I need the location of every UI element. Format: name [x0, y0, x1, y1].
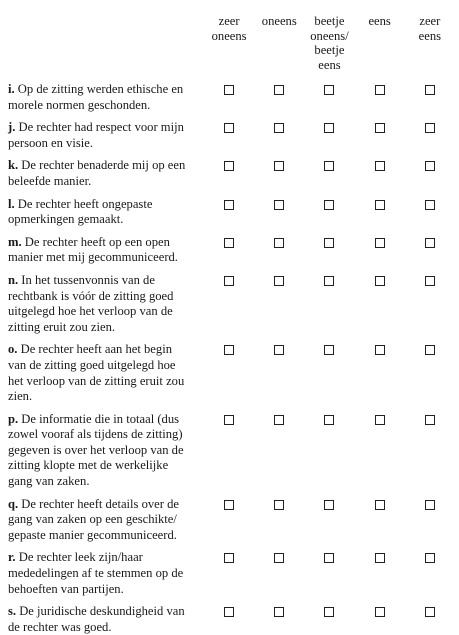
answer-checkbox[interactable] [425, 85, 435, 95]
statement-text [8, 604, 200, 635]
answer-checkbox[interactable] [324, 123, 334, 133]
column-header-row [8, 14, 455, 82]
answer-cell [254, 120, 304, 133]
answer-cell [405, 604, 455, 617]
statement-text [8, 550, 200, 597]
answer-cell [204, 550, 254, 563]
column-header-eens: eens [368, 14, 391, 28]
answer-cell [355, 273, 405, 286]
answer-checkbox[interactable] [224, 85, 234, 95]
statement-row [8, 235, 455, 266]
statement-letter: i. [8, 82, 15, 96]
survey-table [8, 14, 455, 635]
answer-checkbox[interactable] [324, 161, 334, 171]
answer-checkbox[interactable] [224, 607, 234, 617]
statement-row [8, 550, 455, 597]
statement-text [8, 497, 200, 544]
statement-letter: o. [8, 342, 18, 357]
answer-cell [355, 235, 405, 248]
statement-letter: r. [8, 550, 16, 565]
statement-row [8, 412, 455, 490]
statement-body: De rechter leek zijn/haar mededelingen af te stemmen op de behoeften van partijen. [8, 550, 184, 596]
answer-cell [204, 497, 254, 510]
statement-text [8, 235, 200, 266]
answer-cell [405, 273, 455, 286]
answer-checkbox[interactable] [324, 345, 334, 355]
answer-cell [254, 235, 304, 248]
statement-row [8, 273, 455, 335]
statement-body: De rechter heeft op een open manier met mij gecommuniceerd. [8, 234, 178, 265]
answer-checkbox[interactable] [375, 161, 385, 171]
statement-body: De rechter heeft details over de gang van zaken op een geschikte/ gepaste manier gecommuniceerd. [8, 496, 179, 542]
answer-cell [304, 550, 354, 563]
answer-cell [355, 158, 405, 171]
answer-cell [355, 550, 405, 563]
answer-cell [304, 412, 354, 425]
answer-cell [355, 604, 405, 617]
answer-cell [204, 197, 254, 210]
answer-checkbox[interactable] [274, 415, 284, 425]
answer-checkbox[interactable] [324, 276, 334, 286]
statement-row [8, 197, 455, 228]
answer-cell [405, 550, 455, 563]
answer-cell [204, 82, 254, 95]
answer-checkbox[interactable] [425, 607, 435, 617]
answer-checkbox[interactable] [425, 238, 435, 248]
answer-checkbox[interactable] [224, 276, 234, 286]
answer-cell [405, 82, 455, 95]
answer-cell [304, 273, 354, 286]
answer-cell [304, 197, 354, 210]
statement-body: De juridische deskundigheid van de rechter was goed. [8, 604, 185, 634]
column-header-beetje-oneens-beetje-eens: beetje oneens/ beetje eens [310, 14, 349, 72]
statement-row [8, 342, 455, 404]
answer-cell [304, 342, 354, 355]
answer-cell [304, 604, 354, 617]
answer-checkbox[interactable] [274, 276, 284, 286]
answer-cell [254, 158, 304, 171]
statement-row [8, 82, 455, 113]
statement-letter: q. [8, 496, 19, 511]
answer-checkbox[interactable] [224, 500, 234, 510]
answer-checkbox[interactable] [375, 553, 385, 563]
statement-letter: m. [8, 234, 22, 249]
statement-letter: k. [8, 158, 19, 173]
statement-row [8, 604, 455, 635]
answer-cell [204, 120, 254, 133]
statement-letter: s. [8, 604, 17, 619]
answer-checkbox[interactable] [224, 345, 234, 355]
answer-checkbox[interactable] [224, 415, 234, 425]
answer-cell [204, 158, 254, 171]
column-header-zeer-oneens: zeer oneens [211, 14, 247, 43]
answer-checkbox[interactable] [274, 123, 284, 133]
answer-checkbox[interactable] [375, 238, 385, 248]
statement-text [8, 412, 200, 490]
answer-checkbox[interactable] [324, 200, 334, 210]
answer-cell [405, 342, 455, 355]
answer-checkbox[interactable] [274, 500, 284, 510]
answer-checkbox[interactable] [224, 238, 234, 248]
answer-checkbox[interactable] [274, 607, 284, 617]
answer-cell [405, 158, 455, 171]
answer-checkbox[interactable] [375, 276, 385, 286]
answer-checkbox[interactable] [224, 553, 234, 563]
answer-cell [204, 273, 254, 286]
answer-checkbox[interactable] [224, 123, 234, 133]
answer-cell [355, 412, 405, 425]
answer-checkbox[interactable] [324, 607, 334, 617]
answer-cell [304, 235, 354, 248]
answer-cell [254, 197, 304, 210]
answer-checkbox[interactable] [274, 345, 284, 355]
answer-cell [254, 82, 304, 95]
statement-rows [8, 82, 455, 635]
statement-letter: l. [8, 196, 15, 211]
answer-cell [304, 82, 354, 95]
answer-checkbox[interactable] [425, 200, 435, 210]
answer-checkbox[interactable] [425, 161, 435, 171]
answer-cell [254, 342, 304, 355]
answer-checkbox[interactable] [274, 238, 284, 248]
statement-row [8, 120, 455, 151]
answer-checkbox[interactable] [324, 415, 334, 425]
statement-body: De rechter heeft aan het begin van de zitting goed uitgelegd hoe het verloop van de zitting eruit zou zien. [8, 342, 185, 404]
answer-cell [405, 235, 455, 248]
answer-checkbox[interactable] [375, 607, 385, 617]
answer-checkbox[interactable] [324, 553, 334, 563]
answer-checkbox[interactable] [425, 345, 435, 355]
answer-cell [304, 158, 354, 171]
answer-checkbox[interactable] [274, 200, 284, 210]
statement-body: De informatie die in totaal (dus zowel vooraf als tijdens de zitting) gegeven is over het verloop van de zitting klopte met de werkelijke gang van zaken. [8, 411, 184, 489]
answer-cell [204, 342, 254, 355]
statement-row [8, 158, 455, 189]
column-header-zeer-eens: zeer eens [418, 14, 442, 43]
column-header-oneens: oneens [261, 14, 297, 28]
answer-cell [405, 497, 455, 510]
statement-text [8, 120, 200, 151]
answer-cell [355, 82, 405, 95]
statement-letter: n. [8, 272, 19, 287]
statement-body: Op de zitting werden ethische en morele normen geschonden. [8, 82, 184, 112]
answer-cell [204, 604, 254, 617]
statement-text [8, 197, 200, 228]
answer-checkbox[interactable] [274, 553, 284, 563]
answer-cell [355, 197, 405, 210]
statement-body: De rechter benaderde mij op een beleefde manier. [8, 158, 186, 188]
statement-body: In het tussenvonnis van de rechtbank is vóór de zitting goed uitgelegd hoe het verloop van de zitting eruit zou zien. [8, 272, 174, 334]
answer-cell [405, 120, 455, 133]
statement-letter: p. [8, 411, 19, 426]
answer-cell [204, 412, 254, 425]
answer-cell [405, 412, 455, 425]
answer-checkbox[interactable] [224, 161, 234, 171]
statement-text [8, 158, 200, 189]
answer-checkbox[interactable] [375, 415, 385, 425]
answer-checkbox[interactable] [274, 85, 284, 95]
answer-checkbox[interactable] [425, 553, 435, 563]
statement-row [8, 497, 455, 544]
answer-cell [355, 342, 405, 355]
answer-checkbox[interactable] [375, 500, 385, 510]
answer-cell [355, 120, 405, 133]
statement-letter: j. [8, 120, 16, 135]
answer-cell [204, 235, 254, 248]
answer-cell [355, 497, 405, 510]
statement-body: De rechter had respect voor mijn persoon en visie. [8, 120, 184, 150]
answer-cell [304, 120, 354, 133]
answer-cell [254, 273, 304, 286]
statement-text [8, 273, 200, 335]
answer-checkbox[interactable] [224, 200, 234, 210]
answer-cell [254, 550, 304, 563]
answer-checkbox[interactable] [425, 276, 435, 286]
answer-checkbox[interactable] [425, 415, 435, 425]
statement-body: De rechter heeft ongepaste opmerkingen gemaakt. [8, 196, 153, 227]
answer-checkbox[interactable] [425, 500, 435, 510]
answer-cell [405, 197, 455, 210]
statement-text [8, 342, 200, 404]
answer-cell [254, 412, 304, 425]
statement-text [8, 82, 200, 113]
answer-cell [254, 497, 304, 510]
answer-cell [304, 497, 354, 510]
answer-checkbox[interactable] [425, 123, 435, 133]
answer-checkbox[interactable] [375, 85, 385, 95]
answer-checkbox[interactable] [324, 500, 334, 510]
answer-checkbox[interactable] [375, 345, 385, 355]
answer-checkbox[interactable] [324, 238, 334, 248]
answer-checkbox[interactable] [375, 123, 385, 133]
answer-cell [254, 604, 304, 617]
answer-checkbox[interactable] [274, 161, 284, 171]
answer-checkbox[interactable] [324, 85, 334, 95]
answer-checkbox[interactable] [375, 200, 385, 210]
